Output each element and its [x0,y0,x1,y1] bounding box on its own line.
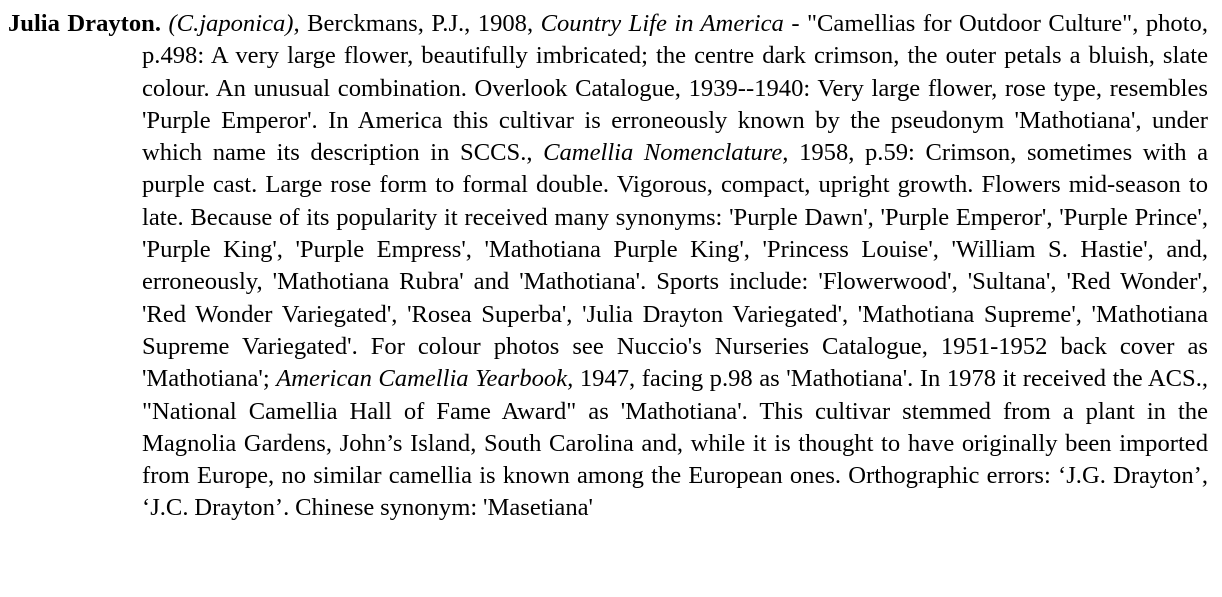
entry-text-segment-4: 1947, facing p.98 as 'Mathotiana'. In 1978 it received the ACS., "National Camellia Hall of Fame Award" as 'Mathotiana'. This cultivar stemmed from a plant in the Magnolia Gardens, John’s Island, South Carolina and, while it is thought to have originally been imported from Europe, no similar camellia is known among the European ones. Orthographic errors: ‘J.G. Drayton’, ‘J.C. Drayton’. Chinese synonym: 'Masetiana' [142,365,1208,522]
entry-text-segment-3: 1958, p.59: Crimson, sometimes with a purple cast. Large rose form to formal double. Vigorous, compact, upright growth. Flowers mid-season to late. Because of its popularity it received many synonyms: 'Purple Dawn', 'Purple Emperor', 'Purple Prince', 'Purple King', 'Purple Empress', 'Mathotiana Purple King', 'Princess Louise', 'William S. Hastie', and, erroneously, 'Mathotiana Rubra' and 'Mathotiana'. Sports include: 'Flowerwood', 'Sultana', 'Red Wonder', 'Red Wonder Variegated', 'Rosea Superba', 'Julia Drayton Variegated', 'Mathotiana Supreme', 'Mathotiana Supreme Variegated'. For colour photos see Nuccio's Nurseries Catalogue, 1951-1952 back cover as 'Mathotiana'; [142,139,1209,393]
species-name: (C.japonica), [168,10,300,37]
publication-title-camellia-yearbook: American Camellia Yearbook, [276,365,574,393]
cultivar-name: Julia Drayton. [8,10,161,37]
entry-text-segment-1: Berckmans, P.J., 1908, [299,10,541,37]
entry-text-segment-2: - "Camellias for Outdoor Culture", photo, p.498: A very large flower, beautifully imbricated; the centre dark crimson, the outer petals a bluish, slate colour. An unusual combination. Overlook Catalogue, 1939--1940: Very large flower, rose type, resembles 'Purple Emperor'. In America this cultivar is erroneously known by the pseudonym 'Mathotiana', under which name its description in SCCS., [142,10,1209,167]
publication-title-country-life: Country Life in America [540,10,784,37]
publication-title-camellia-nomenclature: Camellia Nomenclature, [543,139,789,167]
